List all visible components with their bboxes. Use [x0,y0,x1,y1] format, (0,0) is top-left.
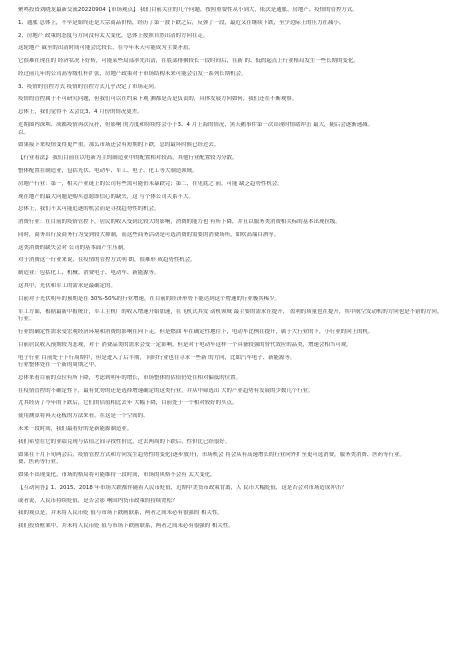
paragraph-line: 以。 [18,129,29,136]
paragraph-line: 或者说，人民币持续贬值，是否会影 响国内货币政策的持续宽松？ [18,497,178,504]
paragraph-line: 这轮地产 截至的出清时间可能会比较长，在今年末天可能成为主要矛盾。 [18,45,194,52]
paragraph-line: 同时，商务出行及商务行为受到较大抑制，而这些商务活动是可选消费的需要的消费场所，如吹高端白酒等。 [18,231,280,238]
paragraph-line: 军工方面，根据最新中报统计，军工主机厂的收入增速开始加速，在飞机式其发 动机领域 最主要的需求在提升， 盈利的质量也在提升，其中航空发动机的方向也是不错的方向。 [18,308,443,315]
paragraph-line: 对于消费这一行业来说，在疫情的管控方式明 朗，很难形 成趋势性机会。 [18,257,196,264]
paragraph-line: 总体来看目前的点位有所下降，考虑到明年的增长，市场整体的估值仍处在相对偏低的位置。 [18,374,242,381]
paragraph-line: 【互动问答】1、2015、2018 年市场大跌都伴随着人民币贬值，近期中美货币政策背离，人 民币大幅贬值，这是否会对市场造成冲击？ [18,484,347,491]
paragraph-line: 未来一段时间，我们最看好的是新能源制造业。 [18,426,133,432]
paragraph-line: 目前居民收入预期较为悲观，对于 消费品类的需求会受一定影响，但是对于电动车这样一个具备较强的替代效应的品类，增速会相当可观。 [18,341,352,348]
paragraph-line: 电子行业 目前处于下行周期中，但是进入了后半期， 同时行业也在寻求一些新 的方向，比如汽车电子、新能源等。 [18,354,296,361]
paragraph-line: 如果接下来疫情变得更严重，那么市场还会有短期的下跌，总的最坏时候已经过去。 [18,142,220,149]
paragraph-line: 近期图内深圳、成都疫情再次反扑，但影响 的力度和持续性会小于3、4 月上海的情况，黑天鹅事件第一次出现时情绪冲击 最大，随后会逐渐递减。 [18,122,374,129]
paragraph-line: 总体上，我们觉得不 太会比3、4 月份的情况更差。 [18,109,143,116]
paragraph-line: 目前对于光伏明年的预期是在 30%-50%的行业增速，在目前的经济形势下能达到这个增速的行业极其稀少。 [18,295,280,302]
paragraph-line: 2、房地产 政策的态度与方向没有太大变化，总体上按照自然出清的方向在走。 [18,32,209,39]
paragraph-line: 我们投资框架中，并未将人民币贬 值与市场下跌画联系，两者之间未必有很强的 相关性。 [18,523,234,530]
paragraph-line: 它很难在现在的 经济状况下好转，可能某些局部率先出清，在底部徘徊较长一段时间后，在新 的、低的起点上行业格局发生一些长期的变化。 [18,58,359,65]
paragraph-line: 房地产行业：第一，相关产业链上的公司有些需可能仍未暴跌完；第二，在见底之 前，可能 缺乏趋势性机会。 [18,180,283,187]
paragraph-line: 3、疫情的管控方式 疫情的管控方式几乎决定了市场走向。 [18,83,160,90]
paragraph-line: 1、通胀 总体上，不早是始终还是大宗商品价格，经历了第一波下跌之后，反弹了一段，最近又在继续下跌，至少边际上的压力在减小。 [18,19,345,26]
paragraph-line: 费、医药等行业。 [18,459,62,466]
paragraph-line: 总体上，我们不太可能追逐的机会而是寻找趋势性的机会。 [18,206,160,213]
paragraph-line: 在疫情管控的不确定性下，最有优势的还是选择增速确定的这类行业，并从中筛选出 大的产业趋势有发展的少数几个行业。 [18,387,314,394]
paragraph-line: 使用测算将再天花板的方法来看，在这是一个空间的。 [18,413,149,420]
paragraph-line: 聚鸣投资刘晓龙最新交流20220904【市场观点】 我们目前关注的几个问题，按照重要性从小到大，依次是通胀、房地产、疫情的管控方式。 [18,7,358,13]
paragraph-line: 这其中，光伏和军工的需求是最确定的。 [18,283,116,289]
paragraph-line: 我的观点是，并未将人民币贬 值与市场下跌画联系，两者之间未必有很强的 相关性。 [18,510,223,517]
paragraph-line: 疫情的管控属于不可研究问题，但我们可以在约束下观 测都是否是负责的，具体发展方向如何，我们还在不断观察。 [18,96,298,103]
paragraph-line: 经过前几年的公司高等级杠杆扩张，房地产政策对于市场结构未来可能会引发一系列长期机会。 [18,70,247,77]
paragraph-line: 行业。 [18,316,35,323]
paragraph-line: 我们希望在它的业绩兑现与估值之间寻找性价比，过去两周的下跌后，性价比已经很好。 [18,438,231,445]
paragraph-line: 尤其经历了今年的下跌后，它们的估值相比去年 大幅下降，目前处于一个相对较好的买点。 [18,400,238,407]
paragraph-line: 整体配置在制造业，包括光伏、电动车、军工、电子、化工等大制造领域。 [18,167,198,174]
paragraph-line: 如果不出现变化，市场的格局将可能维持一段时间，市场的风格不会有 太大变化。 [18,471,216,478]
paragraph-line: 消费行业：在目前的疫情管控下，居民的收入受到比较大的影响，消费的能力也 有所下降，并且以服务类消费相关标的基本出现拉级。 [18,219,341,226]
paragraph-line: 行业的确定性需求受宏观经济环境和消费的影响在向下走，但是燃油 车在确定性地往下，电动车比例在提升，属于大行业的下，小行业的向上的机。 [18,328,374,335]
paragraph-line: 制造业：包括化工、机械、消费电子、电动车、新能源等。 [18,270,160,277]
paragraph-line: 行业整体处在一个新的周期之中。 [18,362,100,369]
paragraph-line: 现在地产的最大问题是购买意愿即信心的缺失，这 与个体公司关系不大。 [18,193,194,200]
paragraph-line: 【行业看法】 我们目前在以电新为主的制造业中的配置相对较高，其他行业配置较为分散。 [18,155,238,162]
paragraph-line: 这类消费的缺失会对 公司的基本面产生压制。 [18,244,129,251]
paragraph-line: 如果在十月下旬两会后，疫情管控方式和方向发生趋势性的变化(逐步放开)，市场机会 将会从有高速增长的行业向外扩至更可选消费，服务类消费、医药等行业。 [18,451,405,458]
